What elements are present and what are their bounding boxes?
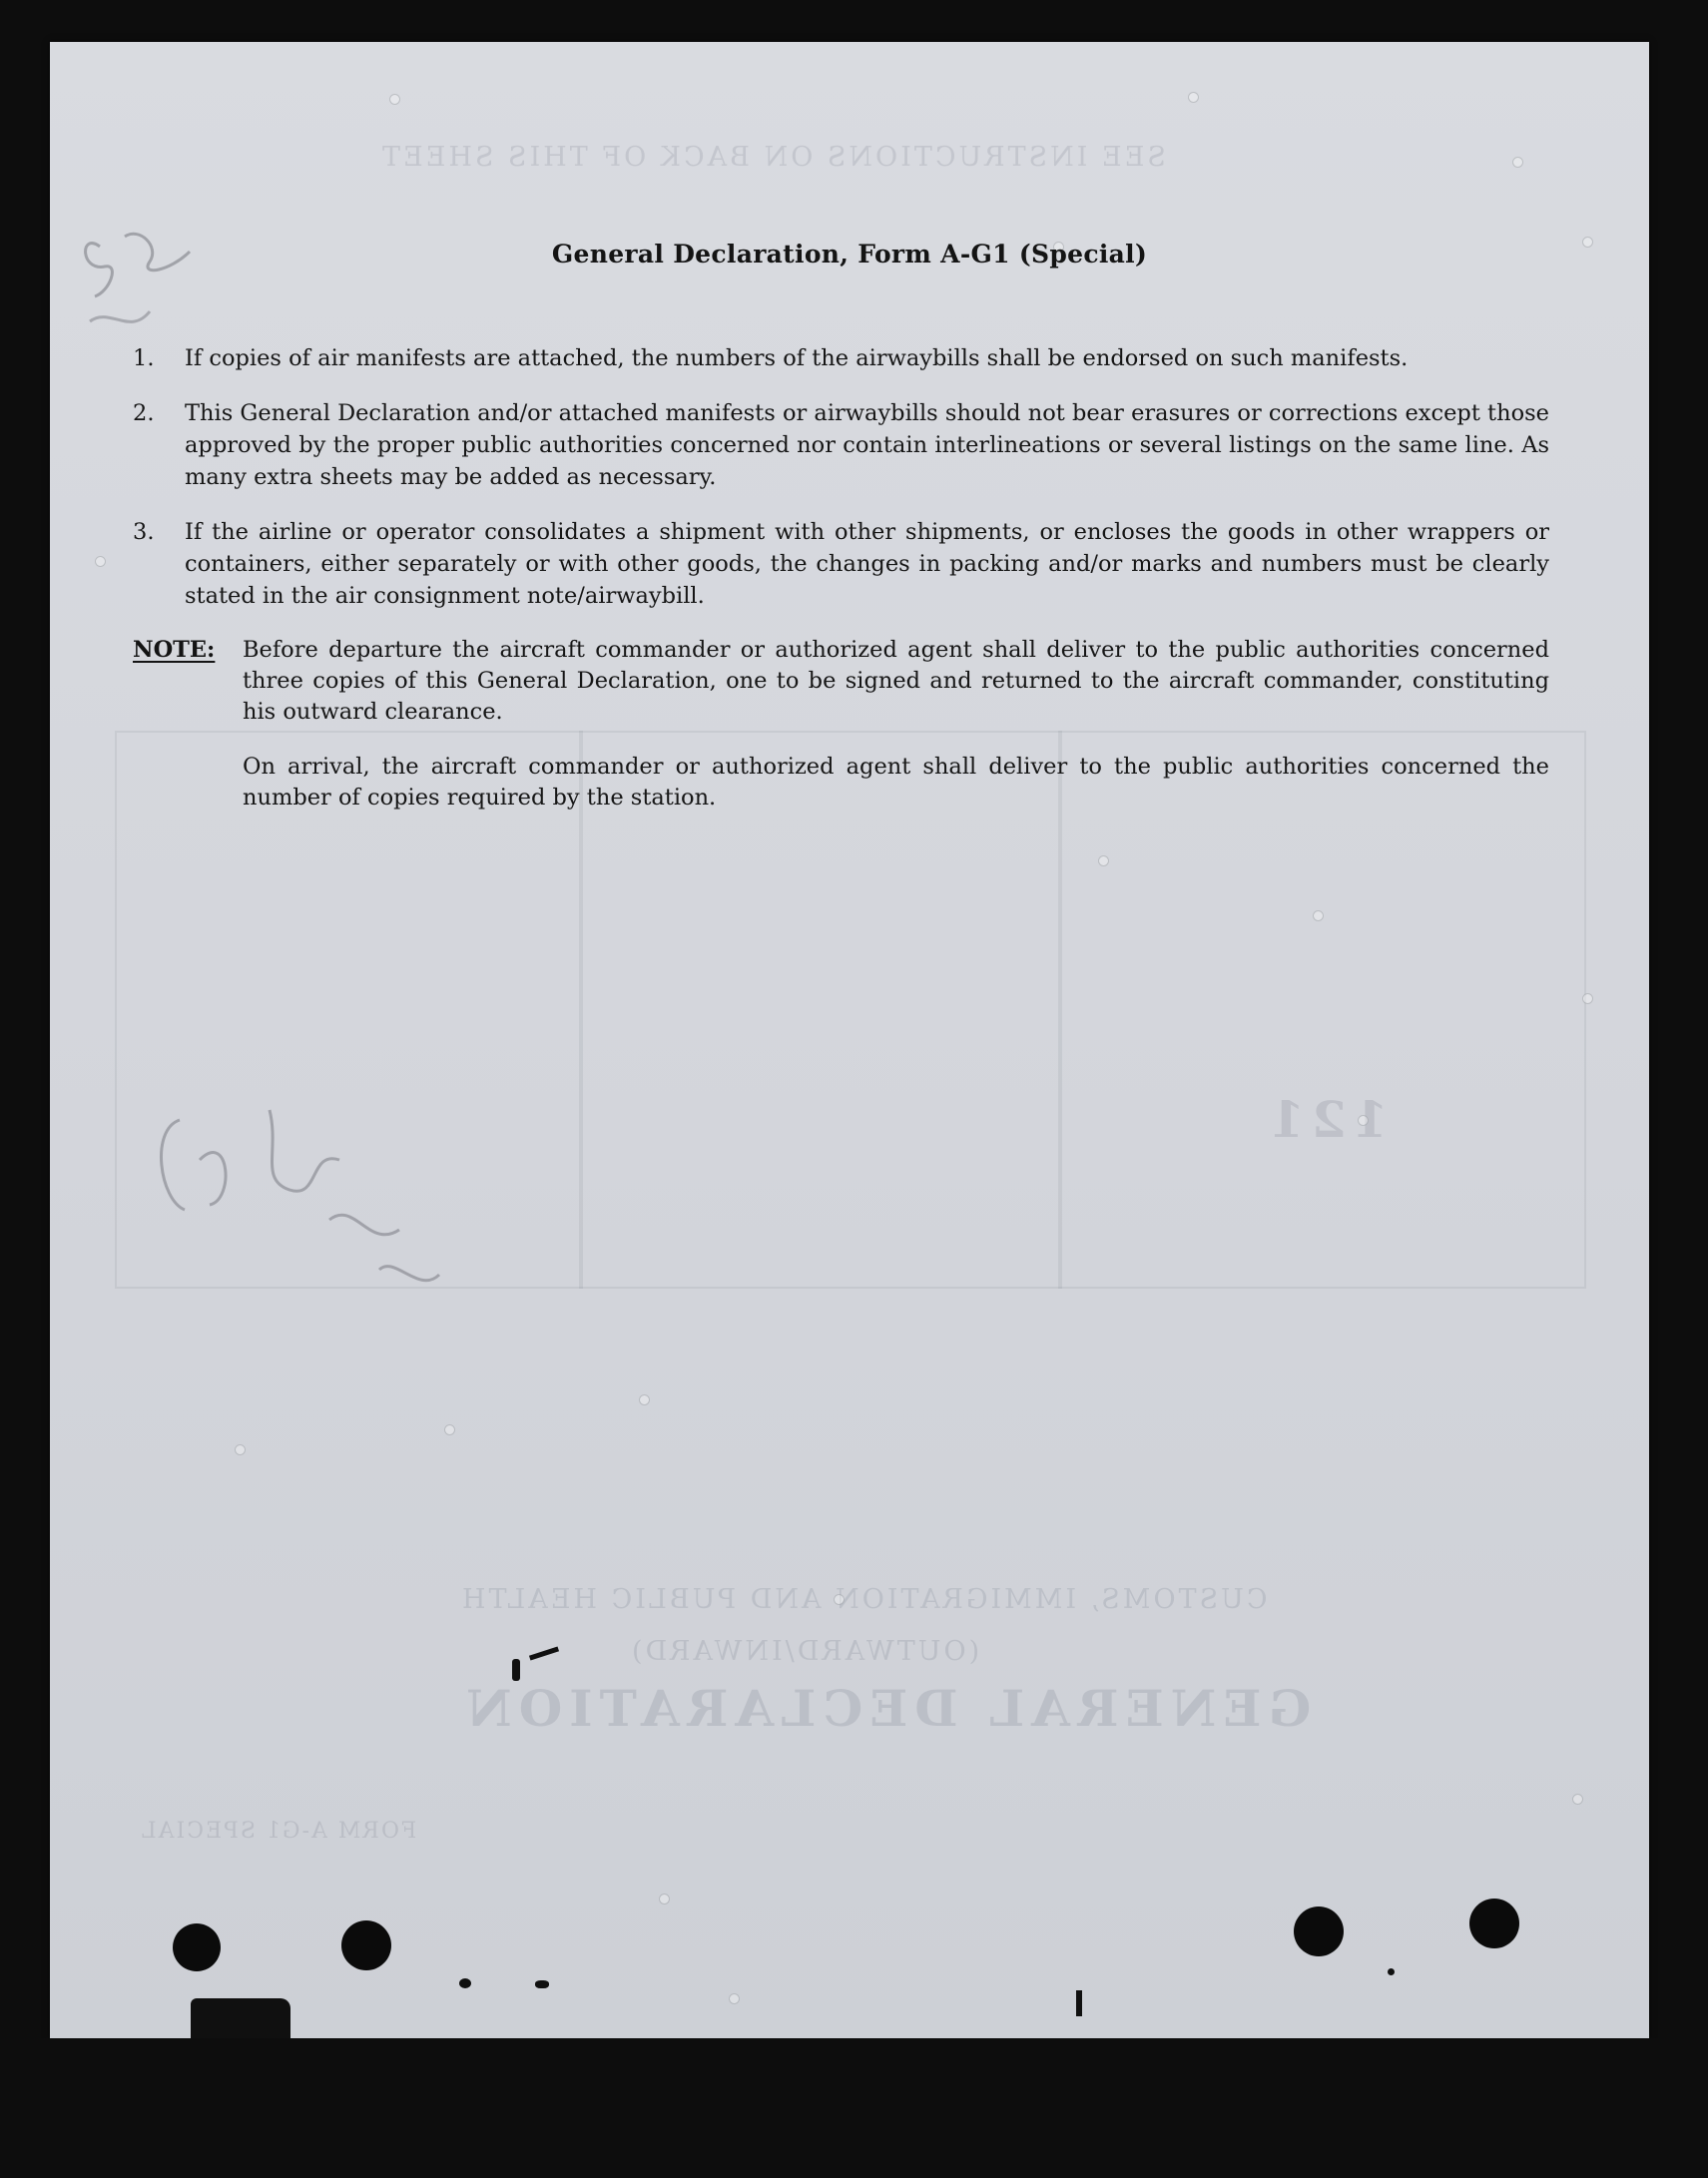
instruction-number: 1. bbox=[133, 345, 155, 371]
scan-speck bbox=[235, 1444, 246, 1455]
scanned-page bbox=[50, 42, 1649, 2038]
bleed-through-table-divider bbox=[579, 731, 583, 1289]
ink-smudge bbox=[512, 1659, 520, 1681]
ink-smudge bbox=[1076, 1990, 1082, 2016]
instruction-item bbox=[133, 397, 1580, 497]
ink-smudge bbox=[1388, 1968, 1395, 1975]
bleed-through-table-outline bbox=[115, 731, 1586, 1289]
instruction-item bbox=[133, 516, 1580, 616]
ink-smudge bbox=[459, 1978, 471, 1988]
bleed-through-heading: GENERAL DECLARATION bbox=[459, 1679, 1312, 1738]
punch-hole bbox=[1294, 1906, 1344, 1956]
bleed-through-subheading: (OUTWARD/INWARD) bbox=[629, 1636, 980, 1667]
punch-hole bbox=[341, 1920, 391, 1970]
note-paragraph: Before departure the aircraft commander or authorized agent shall deliver to the public authorities concerned three copies of this General Declaration, one to be signed and returned to the aircraft commander, constituting his outward clearance. bbox=[243, 637, 1549, 725]
bleed-through-table-divider-2 bbox=[1058, 731, 1062, 1289]
scan-bottom-edge bbox=[0, 2038, 1708, 2178]
instruction-item bbox=[133, 342, 1580, 376]
scan-speck bbox=[1188, 92, 1199, 103]
instruction-text: This General Declaration and/or attached manifests or airwaybills should not bear erasures or corrections except those approved by the proper public authorities concerned nor contain interlineations or several listings on the same line. As many extra sheets may be added as necessary. bbox=[185, 400, 1549, 490]
scan-speck bbox=[1358, 1115, 1369, 1126]
scan-speck bbox=[1512, 157, 1523, 168]
instruction-number: 3. bbox=[133, 519, 155, 545]
form-title: General Declaration, Form A-G1 (Special) bbox=[551, 239, 1148, 269]
note-paragraph: On arrival, the aircraft commander or authorized agent shall deliver to the public authorities concerned the number of copies required by the station. bbox=[243, 754, 1549, 811]
bleed-through-stamp-number: 121 bbox=[1263, 1090, 1389, 1149]
punch-hole bbox=[1469, 1899, 1519, 1948]
scan-speck bbox=[1098, 855, 1109, 866]
scan-speck bbox=[1313, 910, 1324, 921]
bleed-through-top-line: SEE INSTRUCTIONS ON BACK OF THIS SHEET bbox=[379, 142, 1166, 173]
scan-speck bbox=[1572, 1794, 1583, 1805]
instruction-text: If the airline or operator consolidates a shipment with other shipments, or encloses the goods in other wrappers or containers, either separately or with other goods, the changes in packing and/or marks and numbers must be clearly stated in the air consignment note/airwaybill. bbox=[185, 519, 1549, 609]
instruction-text: If copies of air manifests are attached, the numbers of the airwaybills shall be endorsed on such manifests. bbox=[185, 345, 1409, 371]
punch-hole bbox=[173, 1923, 221, 1971]
scan-speck bbox=[834, 1594, 845, 1605]
instruction-number: 2. bbox=[133, 400, 155, 426]
scan-speck bbox=[95, 556, 106, 567]
ink-smudge bbox=[535, 1980, 549, 1988]
scan-speck bbox=[659, 1894, 670, 1905]
faint-signature bbox=[140, 1090, 459, 1330]
scan-speck bbox=[639, 1394, 650, 1405]
ink-smudge bbox=[529, 1646, 559, 1660]
note-label: NOTE: bbox=[133, 637, 216, 663]
scan-speck bbox=[729, 1993, 740, 2004]
ink-smudge bbox=[191, 1998, 290, 2038]
scan-speck bbox=[1582, 993, 1593, 1004]
scan-speck bbox=[389, 94, 400, 105]
bleed-through-customs-line: CUSTOMS, IMMIGRATION AND PUBLIC HEALTH bbox=[459, 1584, 1268, 1615]
scan-speck bbox=[444, 1424, 455, 1435]
bleed-through-form-ref: FORM A-G1 SPECIAL bbox=[140, 1819, 417, 1844]
